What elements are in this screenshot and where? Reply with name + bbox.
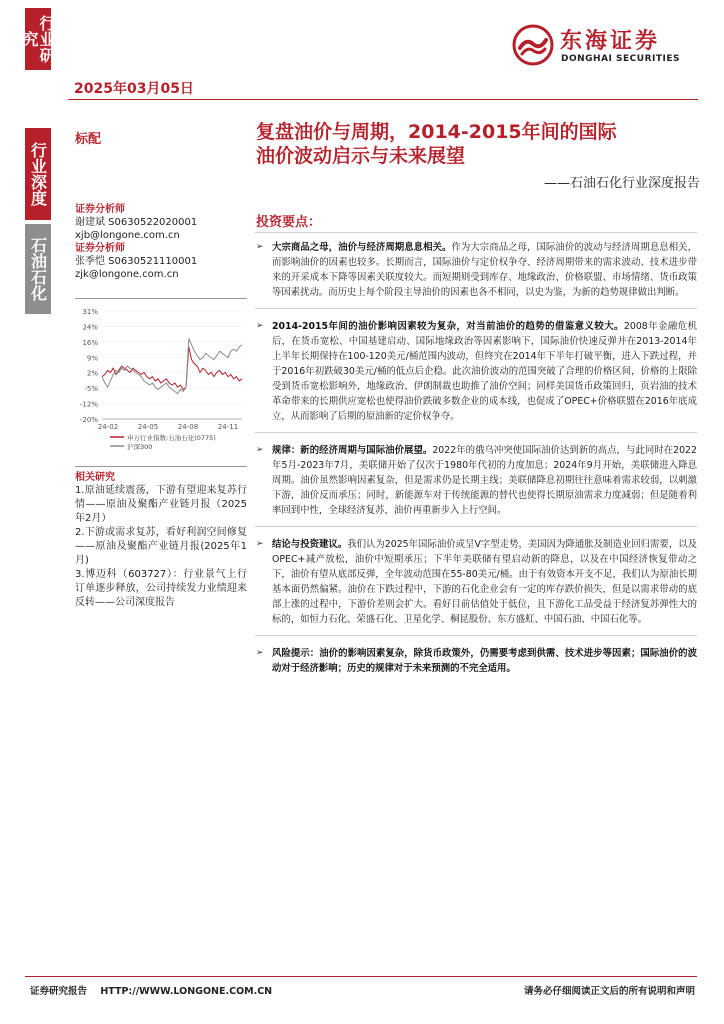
legend-label-2: 沪深300 bbox=[127, 443, 153, 451]
analyst-2-role: 证券分析师 bbox=[75, 243, 125, 254]
point-1-text: 作为大宗商品之母，国际油价的波动与经济周期息息相关，而影响油价的因素也较多。长期而言，国际油价与定价权争夺、经济周期带来的需求波动、技术进步带来的开采成本下降等因素关联度较大。而短期则受到库存、地缘政治、价格联盟、市场情绪、货币政策等因素扰动。而历史上每个阶段主导油价的因素也各不相同，以史为鉴，为新的趋势规律做出判断。 bbox=[272, 242, 697, 298]
point-divider bbox=[255, 308, 697, 309]
tab-industry-depth-label: 行业深度 bbox=[28, 142, 48, 206]
report-subtitle: ——石油石化行业深度报告 bbox=[543, 176, 700, 191]
title-line-1: 复盘油价与周期，2014-2015年间的国际 bbox=[256, 121, 617, 143]
point-1-lead: 大宗商品之母，油价与经济周期息息相关。 bbox=[272, 242, 452, 253]
point-3 bbox=[255, 443, 697, 518]
analyst-1-role: 证券分析师 bbox=[75, 204, 125, 215]
arrow-bullet-icon: ➢ bbox=[256, 242, 264, 252]
analyst-2-email[interactable]: zjk@longone.com.cn bbox=[75, 269, 179, 280]
y-tick-label: -12% bbox=[79, 400, 98, 409]
y-tick-label: 2% bbox=[86, 369, 98, 378]
analyst-2-name: 张季恺 S0630521110001 bbox=[75, 256, 198, 267]
wave-logo-icon bbox=[512, 24, 554, 66]
company-logo bbox=[512, 22, 702, 72]
tab-petrochemical-label: 石油石化 bbox=[28, 237, 48, 301]
point-divider bbox=[255, 432, 697, 433]
tab-industry-research bbox=[20, 8, 56, 70]
arrow-bullet-icon: ➢ bbox=[256, 539, 264, 549]
footer-left bbox=[30, 983, 272, 997]
report-date: 2025年03月05日 bbox=[74, 81, 194, 97]
report-title bbox=[256, 120, 701, 168]
sidebar-divider-2 bbox=[75, 466, 247, 467]
point-4-text: 我们认为2025年国际油价或呈V字型走势，美国因为降通胀及制造业回归需要，以及OPEC+减产放松，油价中短期承压；下半年美联储有望启动新的降息，以及在中国经济恢复带动之下，油价有望从底部反弹，全年波动范围在55-80美元/桶。由于有效资本开支不足，我们认为原油长期基本面仍然偏紧。油价在下跌过程中，下游的石化企业会有一定的库存跌价损失，但是以需求带动的底部上涨的过程中，下游价差则会扩大。看好目前估值处于低位，且下游化工品受益于经济复苏弹性大的标的，如恒力石化、荣盛石化、卫星化学、桐昆股份、东方盛虹、中国石油、中国石化等。 bbox=[272, 539, 697, 625]
point-5-lead: 风险提示：油价的影响因素复杂，除货币政策外，仍需要考虑到供需、技术进步等因素；国际油价的波动对于经济影响；历史的规律对于未来预测的不完全适用。 bbox=[272, 648, 697, 674]
related-item-1[interactable]: 1.原油延续震荡，下游有望迎来复苏行情——原油及聚酯产业链月报（2025年2月） bbox=[75, 485, 247, 524]
y-tick-label: -20% bbox=[79, 416, 98, 424]
series-line-1 bbox=[102, 347, 242, 389]
point-divider bbox=[255, 635, 697, 636]
logo-en-text: DONGHAI SECURITIES bbox=[561, 54, 680, 64]
point-5 bbox=[255, 646, 697, 676]
y-tick-label: 9% bbox=[86, 354, 98, 363]
arrow-bullet-icon: ➢ bbox=[256, 648, 264, 658]
investment-points bbox=[255, 240, 697, 684]
point-divider bbox=[255, 526, 697, 527]
performance-chart bbox=[70, 305, 250, 460]
point-2-text: 2008年金融危机后，在货币宽松、中国基建启动、国际地缘政治等因素影响下，国际油价快速反弹并在2013-2014年上半年长期保持在100-120美元/桶范围内波动，但终究在2014年下半年打破平衡，进入下跌过程，并于2016年初跌破30美元/桶的低点后企稳。此次油价波动的范围突破了合理的价格区间，价格的上限除受到货币宽松影响外，地缘政治、伊朗制裁也助推了油价空间；同样美国货币政策回归，页岩油的技术革命带来的长期供应宽松也使得油价跌破多数企业的成本线，也促成了OPEC+价格联盟在2016年底成立，从而影响了后期的原油新的定价权争夺。 bbox=[272, 321, 697, 422]
point-3-lead: 规律：新的经济周期与国际油价展望。 bbox=[272, 445, 433, 456]
point-2 bbox=[255, 319, 697, 424]
footer-report-type: 证券研究报告 bbox=[30, 986, 88, 997]
footer-divider bbox=[25, 976, 697, 977]
analyst-1-name: 谢建斌 S0630522020001 bbox=[75, 217, 198, 228]
point-2-lead: 2014-2015年间的油价影响因素较为复杂，对当前油价的趋势的借鉴意义较大。 bbox=[272, 321, 624, 332]
point-4-lead: 结论与投资建议。 bbox=[272, 539, 348, 550]
tab-industry-research-label: 行业研究 bbox=[20, 15, 56, 63]
tab-industry-depth bbox=[25, 128, 51, 220]
logo-cn-text: 东海证券 bbox=[560, 29, 661, 54]
analyst-1-email[interactable]: xjb@longone.com.cn bbox=[75, 230, 180, 241]
legend-label-1: 申万行业指数:石油石化(0775) bbox=[127, 434, 216, 442]
point-4 bbox=[255, 537, 697, 627]
arrow-bullet-icon: ➢ bbox=[256, 445, 264, 455]
x-tick-label: 24-11 bbox=[217, 423, 239, 431]
points-top-divider bbox=[255, 232, 697, 233]
point-3-text: 2022年的俄乌冲突使国际油价达到新的高点，与此同时在2022年5月-2023年7月，美联储开始了仅次于1980年代初的力度加息；2024年9月开始，美联储进入降息周期。油价虽然影响因素复杂，但是需求仍是长期主线；美联储降息初期往往意味着需求较弱，以刺激下游，油价反而承压；同时，新能源车对于传统能源的替代也使得长期原油需求力度减弱；但是随着利率回到中性，全球经济复苏，油价再重新步入上行空间。 bbox=[272, 445, 697, 516]
points-title: 投资要点： bbox=[256, 215, 322, 230]
related-research bbox=[75, 471, 247, 610]
y-tick-label: -5% bbox=[84, 385, 98, 394]
analyst-block bbox=[75, 203, 247, 281]
tab-petrochemical bbox=[25, 224, 51, 314]
point-1 bbox=[255, 240, 697, 300]
x-tick-label: 24-08 bbox=[177, 423, 199, 431]
footer-disclaimer: 请务必仔细阅读正文后的所有说明和声明 bbox=[523, 986, 695, 997]
related-item-2[interactable]: 2.下游或需求复苏，看好利润空间修复——原油及聚酯产业链月报(2025年1月) bbox=[75, 527, 247, 566]
x-tick-label: 24-05 bbox=[137, 423, 159, 431]
rating-label: 标配 bbox=[75, 132, 102, 147]
footer-url[interactable]: HTTP://WWW.LONGONE.COM.CN bbox=[100, 986, 273, 997]
related-item-3[interactable]: 3.博迈科（603727）：行业景气上行订单逐步释放，公司持续发力业绩迎来反转——公司深度报告 bbox=[75, 569, 247, 608]
y-tick-label: 24% bbox=[82, 323, 98, 332]
y-tick-label: 31% bbox=[82, 308, 98, 316]
y-tick-label: 16% bbox=[82, 338, 98, 347]
title-line-2: 油价波动启示与未来展望 bbox=[256, 145, 466, 167]
header-divider bbox=[68, 99, 698, 100]
sidebar-divider bbox=[75, 298, 247, 299]
arrow-bullet-icon: ➢ bbox=[256, 321, 264, 331]
related-label: 相关研究 bbox=[75, 472, 115, 483]
x-tick-label: 24-02 bbox=[97, 423, 119, 431]
